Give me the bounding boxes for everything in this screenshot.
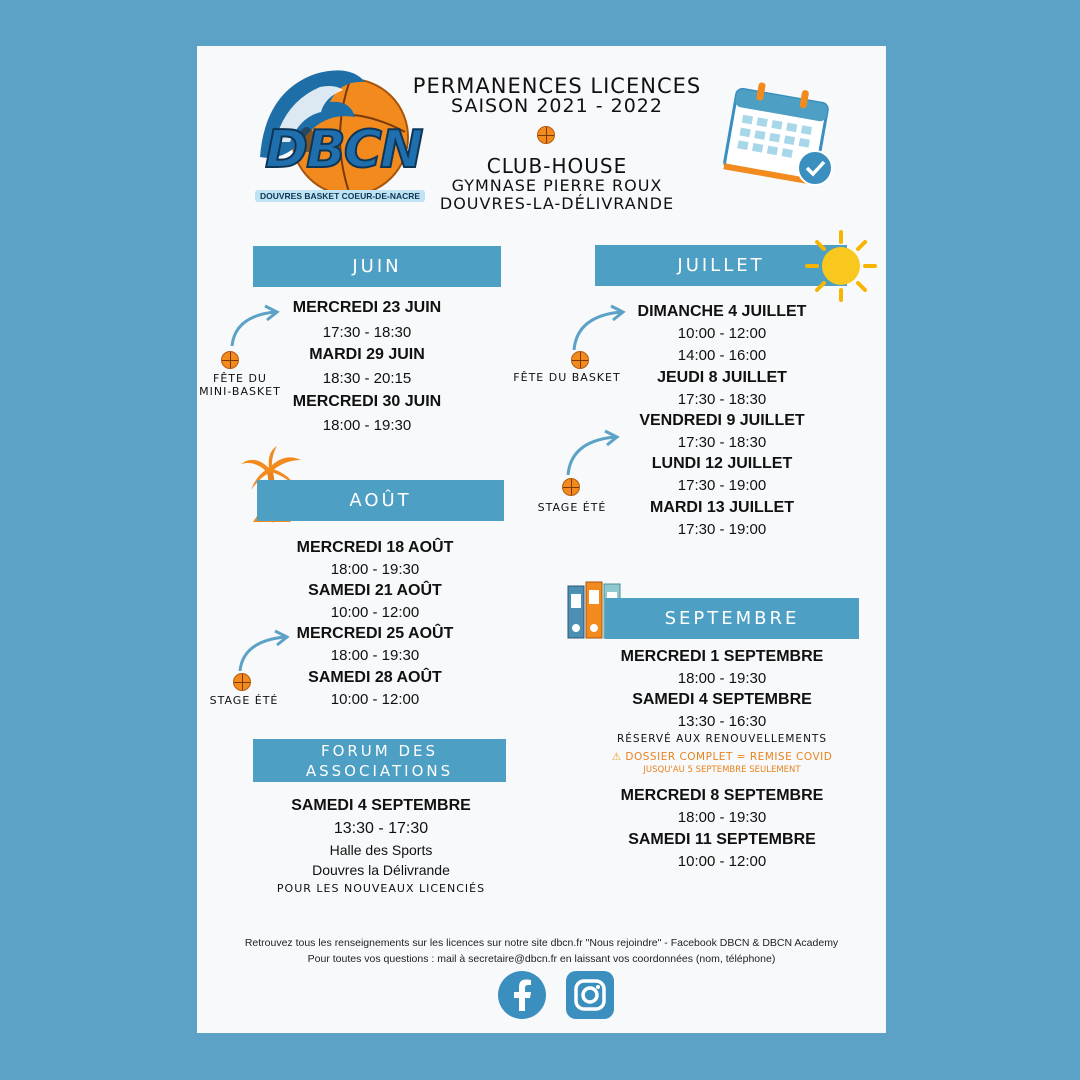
warning-line1: DOSSIER COMPLET = REMISE COVID [625,751,833,763]
septembre-event-4 [597,829,847,873]
event-time: 17:30 - 18:30 [677,434,767,451]
event-day: SAMEDI 4 SEPTEMBRE [632,691,812,708]
sun-icon [803,228,879,304]
event-day: SAMEDI 11 SEPTEMBRE [628,831,816,848]
facebook-icon[interactable] [498,971,546,1019]
aout-note: STAGE ÉTÉ [209,694,279,707]
event-day: LUNDI 12 JUILLET [651,455,793,472]
venue-gym: GYMNASE PIERRE ROUX [451,176,663,195]
event-time: 10:00 - 12:00 [677,325,767,342]
juillet-event-4 [612,453,832,497]
event-time: 18:30 - 20:15 [322,370,412,387]
septembre-event-2 [597,689,847,745]
basketball-icon [221,351,239,369]
event-day: MERCREDI 30 JUIN [292,393,442,410]
event-time: 10:00 - 12:00 [330,604,420,621]
month-banner-aout: AOÛT [257,480,504,521]
basketball-icon [562,478,580,496]
event-time: 17:30 - 19:00 [677,521,767,538]
event-time: 18:00 - 19:30 [330,647,420,664]
warning-icon: ⚠ [611,751,622,763]
venue-town: DOUVRES-LA-DÉLIVRANDE [439,194,675,213]
basketball-icon [571,351,589,369]
event-day: SAMEDI 28 AOÛT [308,669,442,686]
event-day: SAMEDI 4 SEPTEMBRE [291,797,471,814]
event-time: 17:30 - 18:30 [677,391,767,408]
forum-banner [253,739,506,782]
covid-warning [567,751,877,775]
month-banner-juillet: JUILLET [595,245,847,286]
basketball-icon [537,126,555,144]
event-day: JEUDI 8 JUILLET [657,369,787,386]
poster [197,46,886,1033]
logo-text: DBCN [265,120,422,180]
juin-note-line1: FÊTE DU [213,372,267,385]
page-title: PERMANENCES LICENCES [412,74,702,98]
forum-title-line1: FORUM DES [320,741,439,760]
forum-place-line2: Douvres la Délivrande [312,862,450,878]
event-time: 10:00 - 12:00 [330,691,420,708]
event-day: MERCREDI 23 JUIN [292,299,442,316]
event-day: MERCREDI 18 AOÛT [296,539,454,556]
juin-event-1 [257,297,477,344]
event-day: MARDI 29 JUIN [309,346,425,363]
juillet-event-3 [612,410,832,454]
forum-title-line2: ASSOCIATIONS [305,761,454,780]
month-banner-juin: JUIN [253,246,501,287]
venue-name: CLUB-HOUSE [486,154,628,178]
event-time-2: 14:00 - 16:00 [677,347,767,364]
juin-event-3 [257,391,477,437]
juin-event-2 [257,344,477,390]
instagram-icon[interactable] [566,971,614,1019]
event-day: MERCREDI 25 AOÛT [296,625,454,642]
warning-line2: JUSQU'AU 5 SEPTEMBRE SEULEMENT [643,765,801,775]
aout-event-1 [265,537,485,581]
forum-place-line1: Halle des Sports [329,842,433,858]
forum-event [251,795,511,895]
event-time: 17:30 - 19:00 [677,477,767,494]
event-time: 13:30 - 17:30 [333,820,429,837]
basketball-icon [233,673,251,691]
season-subtitle: SAISON 2021 - 2022 [451,95,663,117]
event-time: 13:30 - 16:30 [677,713,767,730]
juillet-note-2: STAGE ÉTÉ [537,501,607,514]
septembre-event-1 [597,646,847,690]
reserved-note: RÉSERVÉ AUX RENOUVELLEMENTS [616,733,828,745]
footer-info: Retrouvez tous les renseignements sur les licences sur notre site dbcn.fr "Nous rejoindre" - Facebook DBCN & DBCN Academy [244,937,839,949]
event-time: 18:00 - 19:30 [677,809,767,826]
event-time: 10:00 - 12:00 [677,853,767,870]
event-day: SAMEDI 21 AOÛT [308,582,442,599]
logo-subtitle: DOUVRES BASKET COEUR-DE-NACRE [255,190,425,202]
event-day: MARDI 13 JUILLET [649,499,794,516]
event-day: DIMANCHE 4 JUILLET [637,303,807,320]
event-time: 17:30 - 18:30 [322,324,412,341]
juillet-event-1 [612,301,832,367]
septembre-event-3 [597,785,847,829]
event-time: 18:00 - 19:30 [330,561,420,578]
juillet-note-1: FÊTE DU BASKET [513,371,621,384]
event-day: MERCREDI 8 SEPTEMBRE [620,787,824,804]
event-day: VENDREDI 9 JUILLET [639,412,805,429]
event-day: MERCREDI 1 SEPTEMBRE [620,648,824,665]
event-time: 18:00 - 19:30 [677,670,767,687]
juin-note-line2: MINI-BASKET [199,385,281,398]
juillet-event-2 [612,367,832,411]
forum-note: POUR LES NOUVEAUX LICENCIÉS [276,882,486,895]
aout-event-4 [265,667,485,711]
aout-event-3 [265,623,485,667]
calendar-icon [712,76,842,196]
month-banner-septembre: SEPTEMBRE [605,598,859,639]
juillet-event-5 [612,497,832,541]
aout-event-2 [265,580,485,624]
footer-contact: Pour toutes vos questions : mail à secretaire@dbcn.fr en laissant vos coordonnées (nom, téléphone) [307,953,776,965]
event-time: 18:00 - 19:30 [322,417,412,434]
